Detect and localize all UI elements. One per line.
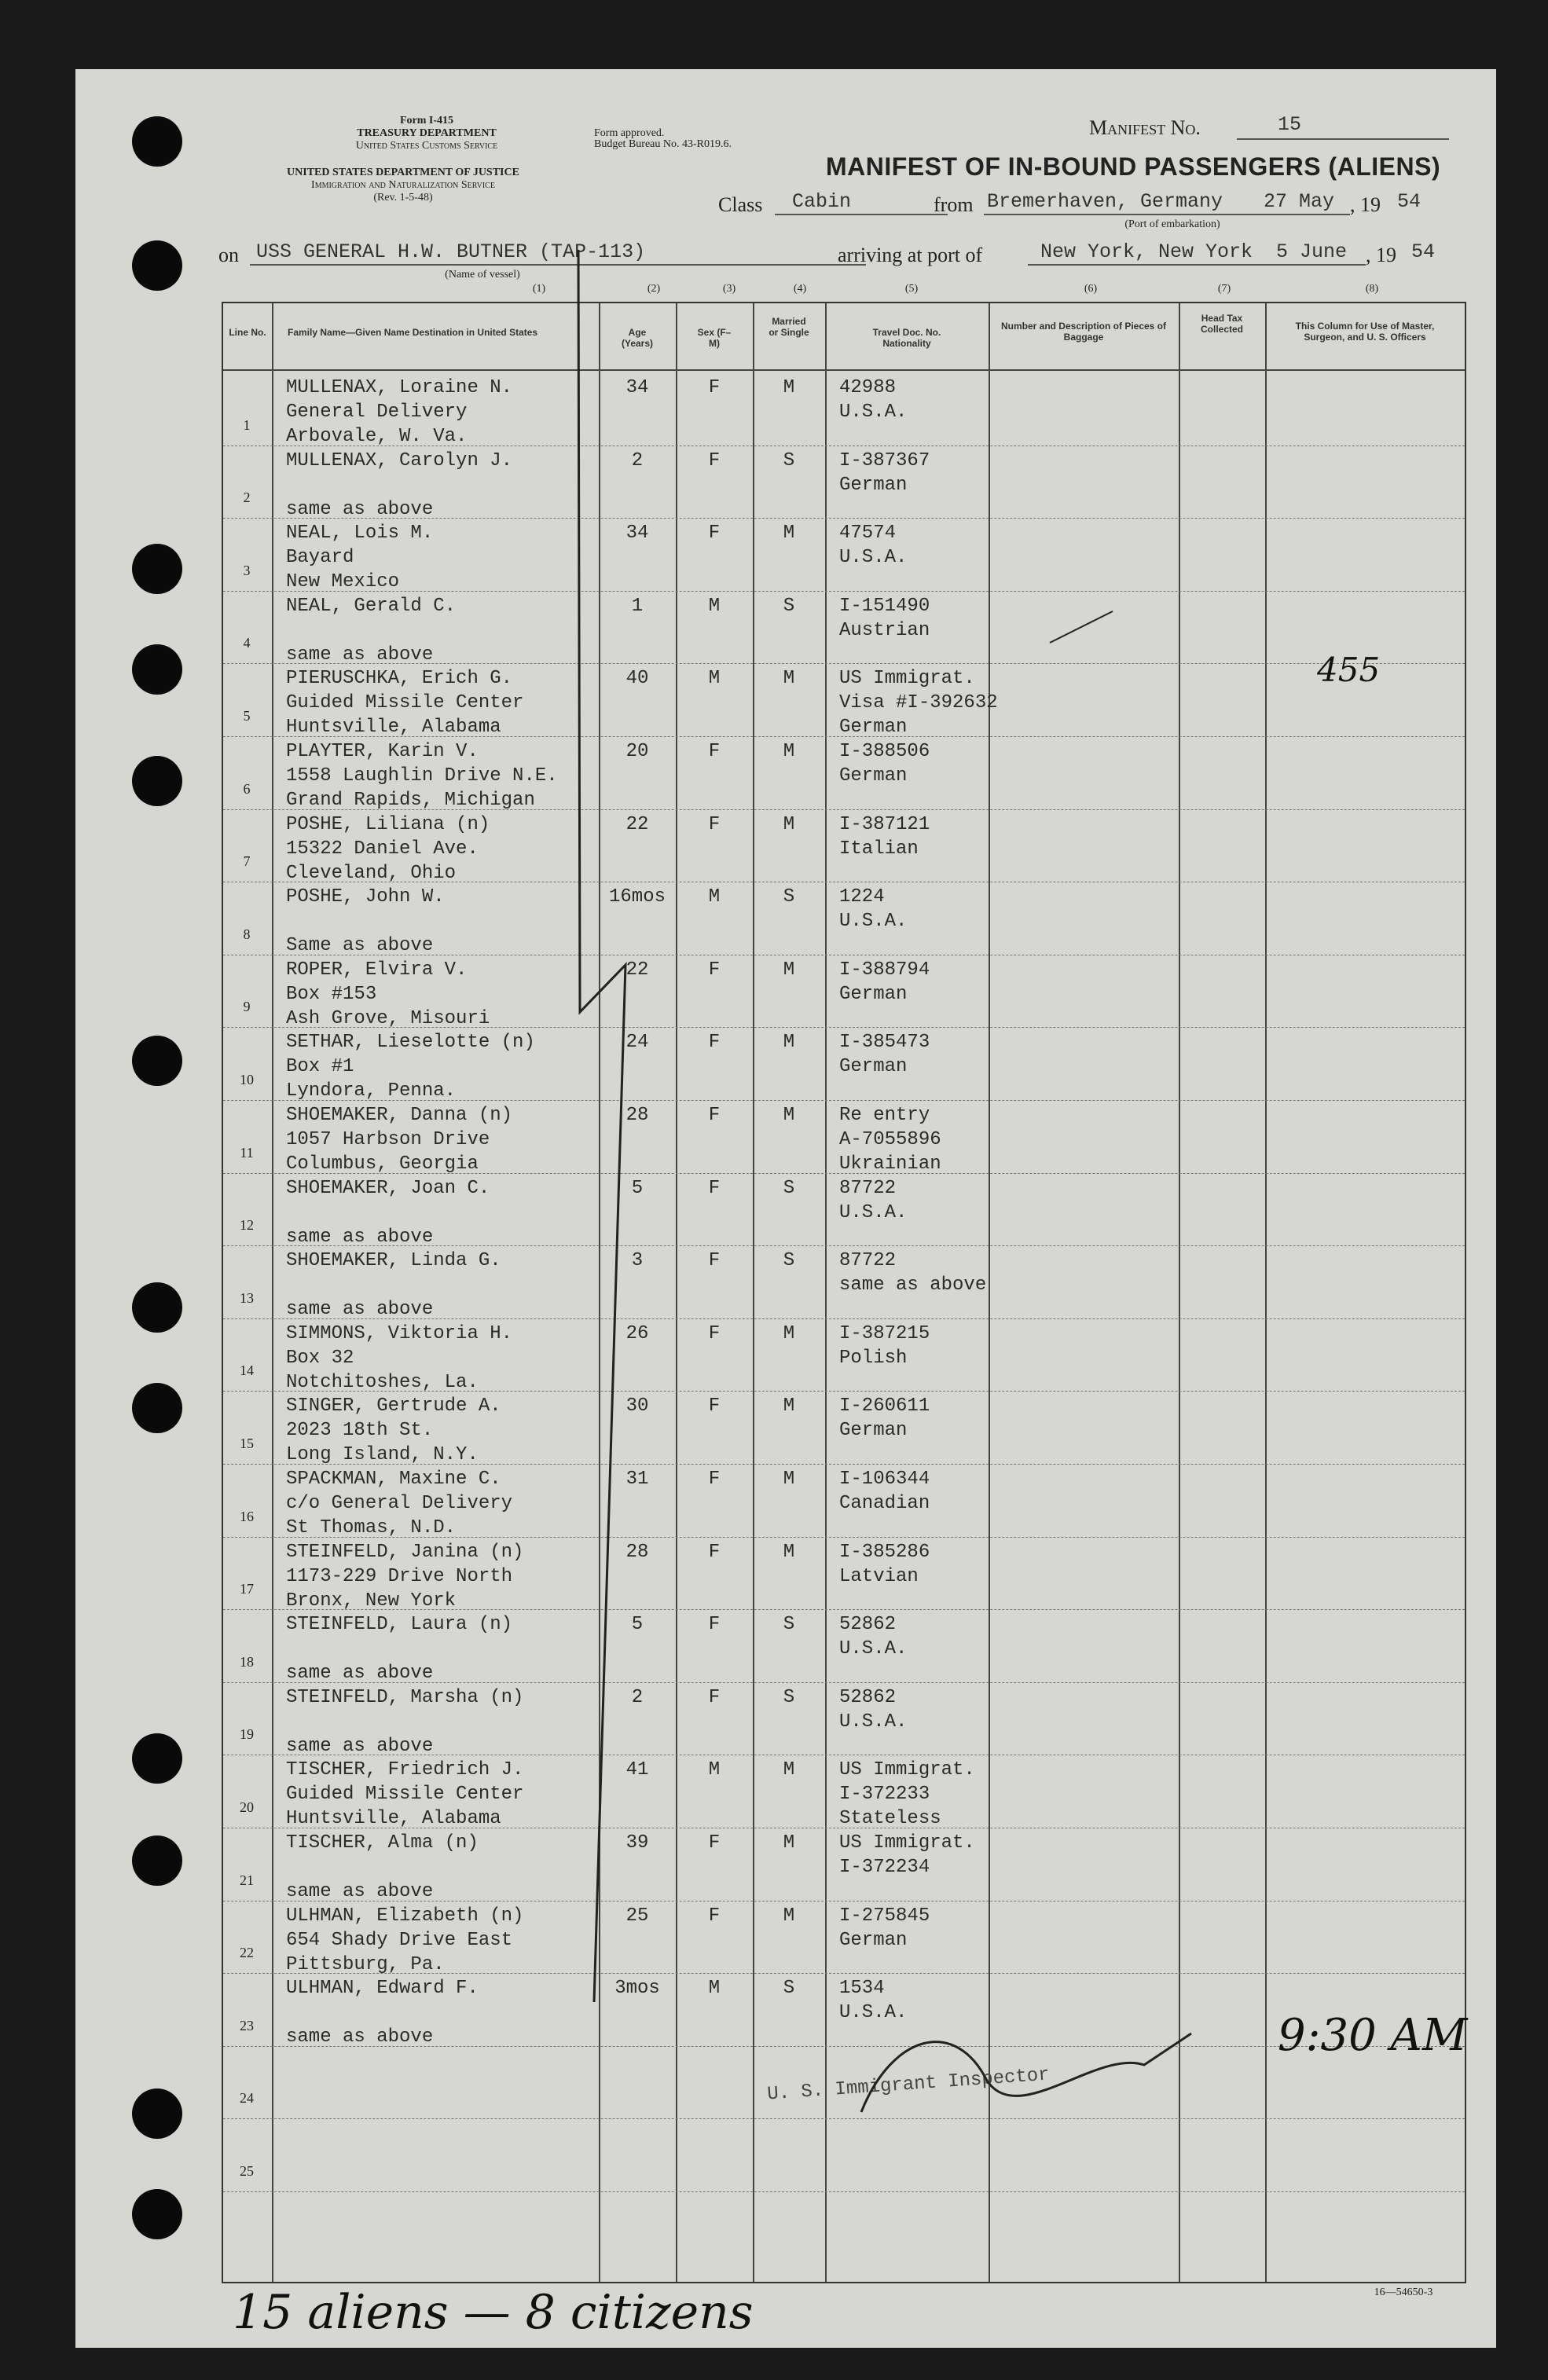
passenger-sex: M: [708, 595, 721, 617]
manifest-page: [75, 69, 1496, 2348]
passenger-age: 30: [625, 1395, 649, 1417]
passenger-doc: 87722 U.S.A.: [839, 1177, 908, 1223]
col-age: Age (Years): [599, 303, 676, 371]
colnum-8: (8): [1365, 283, 1379, 295]
vessel-caption: (Name of vessel): [445, 269, 520, 281]
passenger-age: 20: [625, 741, 649, 762]
passenger-sex: F: [708, 1032, 721, 1054]
inspector-stamp: U. S. Immigrant Inspector: [766, 2064, 1051, 2106]
punch-hole: [132, 1733, 182, 1784]
col-officers: This Column for Use of Master, Surgeon, and U. S. Officers: [1265, 303, 1465, 371]
passenger-marital: M: [783, 668, 795, 690]
passenger-doc: I-388794 German: [839, 959, 930, 1005]
passenger-doc: US Immigrat. Visa #I-392632 German: [839, 668, 998, 739]
passenger-doc: 1534 U.S.A.: [839, 1978, 908, 2024]
passenger-sex: M: [708, 1759, 721, 1781]
punch-hole: [132, 644, 182, 695]
revision: (Rev. 1-5-48): [373, 192, 433, 204]
passenger-marital: S: [783, 595, 795, 617]
passenger-marital: S: [783, 1250, 795, 1272]
punch-hole: [132, 544, 182, 594]
passenger-age: 5: [631, 1614, 644, 1636]
passenger-marital: M: [783, 741, 795, 762]
passenger-age: 3: [631, 1250, 644, 1272]
passenger-name: SETHAR, Lieselotte (n) Box #1 Lyndora, Penna.: [286, 1032, 535, 1102]
passenger-name: STEINFELD, Marsha (n) same as above: [286, 1686, 524, 1757]
passenger-sex: F: [708, 1905, 721, 1927]
passenger-marital: M: [783, 813, 795, 835]
passenger-doc: 1224 U.S.A.: [839, 886, 908, 933]
passenger-age: 1: [631, 595, 644, 617]
passenger-name: SHOEMAKER, Joan C. same as above: [286, 1177, 490, 1248]
passenger-doc: I-388506 German: [839, 741, 930, 787]
col-sex: Sex (F–M): [676, 303, 753, 371]
line-number: 16: [240, 1508, 254, 1524]
passenger-marital: M: [783, 1759, 795, 1781]
passenger-age: 16mos: [608, 886, 666, 908]
passenger-age: 39: [625, 1832, 649, 1854]
arrival-year: 54: [1411, 240, 1436, 263]
port-embarkation: Bremerhaven, Germany: [987, 190, 1223, 213]
line-number: 24: [240, 2090, 254, 2107]
arrival-port: New York, New York: [1040, 240, 1253, 263]
passenger-doc: US Immigrat. I-372233 Stateless: [839, 1759, 975, 1830]
passenger-age: 41: [625, 1759, 649, 1781]
col-line-no: Line No.: [223, 303, 272, 371]
customs-service: United States Customs Service: [355, 140, 498, 152]
line-number: 12: [240, 1217, 254, 1234]
passenger-sex: M: [708, 668, 721, 690]
manifest-title: MANIFEST OF IN-BOUND PASSENGERS (ALIENS): [826, 152, 1441, 181]
class-label: Class: [718, 193, 763, 216]
passenger-doc: US Immigrat. I-372234: [839, 1832, 975, 1878]
punch-hole: [132, 2088, 182, 2139]
line-number: 4: [243, 635, 251, 651]
passenger-marital: S: [783, 1978, 795, 2000]
line-number: 20: [240, 1799, 254, 1815]
passenger-name: PIERUSCHKA, Erich G. Guided Missile Center Huntsville, Alabama: [286, 668, 524, 739]
passenger-age: 2: [631, 1686, 644, 1708]
class-value: Cabin: [792, 190, 852, 213]
passenger-doc: I-385473 German: [839, 1032, 930, 1078]
passenger-doc: 52862 U.S.A.: [839, 1686, 908, 1733]
line-number: 22: [240, 1945, 254, 1961]
passenger-name: STEINFELD, Janina (n) 1173-229 Drive North Bronx, New York: [286, 1541, 524, 1612]
passenger-age: 31: [625, 1469, 649, 1490]
from-label: from: [934, 193, 974, 216]
line-number: 21: [240, 1872, 254, 1888]
passenger-name: ROPER, Elvira V. Box #153 Ash Grove, Misouri: [286, 959, 490, 1029]
passenger-sex: F: [708, 1322, 721, 1344]
passenger-name: MULLENAX, Carolyn J. same as above: [286, 449, 513, 520]
passenger-marital: S: [783, 1614, 795, 1636]
line-number: 15: [240, 1436, 254, 1451]
colnum-5: (5): [904, 283, 919, 295]
passenger-name: NEAL, Gerald C. same as above: [286, 595, 457, 666]
form-approved: Form approved.: [594, 127, 665, 139]
port-embark-caption: (Port of embarkation): [1124, 218, 1220, 230]
passenger-marital: M: [783, 1541, 795, 1563]
passenger-age: 2: [631, 449, 644, 471]
passenger-age: 34: [625, 523, 649, 545]
passenger-marital: M: [783, 1832, 795, 1854]
passenger-sex: F: [708, 523, 721, 545]
passenger-name: SHOEMAKER, Linda G. same as above: [286, 1250, 501, 1321]
passenger-marital: M: [783, 959, 795, 981]
passenger-sex: F: [708, 449, 721, 471]
passenger-sex: F: [708, 1469, 721, 1490]
col-travel-doc: Travel Doc. No. Nationality: [825, 303, 989, 371]
line-number: 13: [240, 1289, 254, 1306]
line-number: 10: [240, 1072, 254, 1087]
passenger-doc: 52862 U.S.A.: [839, 1614, 908, 1660]
passenger-name: PLAYTER, Karin V. 1558 Laughlin Drive N.E. Grand Rapids, Michigan: [286, 741, 558, 811]
passenger-sex: F: [708, 959, 721, 981]
colnum-6: (6): [1084, 283, 1098, 295]
colnum-3: (3): [722, 283, 736, 295]
passenger-name: SIMMONS, Viktoria H. Box 32 Notchitoshes, La.: [286, 1322, 513, 1393]
passenger-sex: F: [708, 1177, 721, 1199]
ins-service: Immigration and Naturalization Service: [311, 179, 495, 191]
passenger-marital: M: [783, 1032, 795, 1054]
passenger-marital: M: [783, 377, 795, 398]
passenger-marital: M: [783, 1105, 795, 1126]
line-number: 19: [240, 1726, 254, 1743]
passenger-name: POSHE, Liliana (n) 15322 Daniel Ave. Cleveland, Ohio: [286, 813, 490, 884]
passenger-sex: F: [708, 813, 721, 835]
punch-hole: [132, 240, 182, 291]
line-number: 14: [240, 1362, 254, 1379]
line-number: 23: [240, 2017, 254, 2033]
punch-hole: [132, 2189, 182, 2239]
passenger-sex: M: [708, 1978, 721, 2000]
punch-hole: [132, 1383, 182, 1433]
passenger-name: TISCHER, Alma (n) same as above: [286, 1832, 479, 1902]
passenger-doc: 87722 same as above: [839, 1250, 987, 1296]
passenger-doc: I-387121 Italian: [839, 813, 930, 860]
passenger-marital: M: [783, 1322, 795, 1344]
passenger-marital: M: [783, 1905, 795, 1927]
col-baggage: Number and Description of Pieces of Baggage: [989, 303, 1179, 371]
embark-date: 27 May: [1264, 190, 1335, 213]
punch-hole: [132, 116, 182, 167]
passenger-sex: F: [708, 1686, 721, 1708]
passenger-doc: Re entry A-7055896 Ukrainian: [839, 1105, 941, 1175]
passenger-marital: S: [783, 886, 795, 908]
passenger-sex: F: [708, 1395, 721, 1417]
time-note: 9:30 AM: [1278, 2010, 1468, 2061]
passenger-age: 3mos: [614, 1978, 660, 2000]
col-head-tax: Head Tax Collected: [1179, 303, 1265, 371]
punch-hole: [132, 1835, 182, 1886]
passenger-doc: 42988 U.S.A.: [839, 377, 908, 423]
passenger-sex: F: [708, 377, 721, 398]
line-number: 9: [243, 999, 251, 1015]
passenger-sex: F: [708, 1541, 721, 1563]
punch-hole: [132, 756, 182, 806]
line-number: 25: [240, 2163, 254, 2179]
passenger-doc: I-387367 German: [839, 449, 930, 496]
colnum-4: (4): [793, 283, 807, 295]
line-number: 18: [240, 1653, 254, 1670]
treasury-dept: TREASURY DEPARTMENT: [357, 127, 497, 139]
colnum-7: (7): [1217, 283, 1231, 295]
line-number: 1: [243, 416, 251, 433]
passenger-age: 26: [625, 1322, 649, 1344]
passenger-name: SINGER, Gertrude A. 2023 18th St. Long Island, N.Y.: [286, 1395, 501, 1466]
arriving-label: arriving at port of: [838, 244, 983, 266]
passenger-name: POSHE, John W. Same as above: [286, 886, 445, 957]
punch-hole: [132, 1282, 182, 1333]
arrival-year-prefix: , 19: [1366, 244, 1396, 266]
line-number: 3: [243, 562, 251, 578]
passenger-name: NEAL, Lois M. Bayard New Mexico: [286, 523, 434, 593]
on-label: on: [218, 244, 239, 266]
passenger-age: 40: [625, 668, 649, 690]
justice-dept: UNITED STATES DEPARTMENT OF JUSTICE: [287, 167, 519, 178]
officer-note: 455: [1317, 651, 1381, 689]
passenger-name: SHOEMAKER, Danna (n) 1057 Harbson Drive Columbus, Georgia: [286, 1105, 513, 1175]
passenger-age: 25: [625, 1905, 649, 1927]
passenger-marital: M: [783, 1395, 795, 1417]
passenger-name: MULLENAX, Loraine N. General Delivery Arbovale, W. Va.: [286, 377, 513, 447]
passenger-doc: 47574 U.S.A.: [839, 523, 908, 569]
passenger-sex: F: [708, 741, 721, 762]
passenger-sex: F: [708, 1832, 721, 1854]
colnum-2: (2): [647, 283, 661, 295]
punch-hole: [132, 1036, 182, 1086]
vessel-name: USS GENERAL H.W. BUTNER (TAP-113): [256, 240, 646, 263]
line-number: 2: [243, 490, 251, 506]
passenger-name: ULHMAN, Edward F. same as above: [286, 1978, 479, 2048]
manifest-number: 15: [1278, 113, 1302, 136]
passenger-sex: F: [708, 1614, 721, 1636]
line-number: 7: [243, 853, 251, 870]
passenger-doc: I-106344 Canadian: [839, 1469, 930, 1514]
line-number: 5: [243, 708, 251, 724]
passenger-doc: I-151490 Austrian: [839, 595, 930, 641]
passenger-doc: I-275845 German: [839, 1905, 930, 1951]
embark-year: 54: [1397, 190, 1421, 213]
form-code: 16—54650-3: [1374, 2286, 1433, 2298]
passenger-age: 34: [625, 377, 649, 398]
line-number: 17: [240, 1581, 254, 1597]
col-name: Family Name—Given Name Destination in United States: [272, 303, 599, 371]
form-number: Form I-415: [399, 115, 454, 127]
passenger-name: STEINFELD, Laura (n) same as above: [286, 1614, 513, 1685]
passenger-marital: S: [783, 449, 795, 471]
passenger-marital: M: [783, 523, 795, 545]
budget-bureau: Budget Bureau No. 43-R019.6.: [594, 138, 732, 150]
line-number: 11: [240, 1144, 254, 1161]
passenger-age: 22: [625, 959, 649, 981]
handwritten-marks: [75, 69, 1496, 2348]
passenger-name: ULHMAN, Elizabeth (n) 654 Shady Drive East Pittsburg, Pa.: [286, 1905, 524, 1975]
passenger-age: 24: [625, 1032, 649, 1054]
colnum-1: (1): [532, 283, 546, 295]
passenger-doc: I-385286 Latvian: [839, 1541, 930, 1587]
passenger-age: 22: [625, 813, 649, 835]
passenger-age: 28: [625, 1541, 649, 1563]
arrival-date: 5 June: [1276, 240, 1348, 263]
passenger-age: 5: [631, 1177, 644, 1199]
passenger-doc: I-260611 German: [839, 1395, 930, 1442]
embark-year-prefix: , 19: [1350, 193, 1381, 216]
passenger-marital: S: [783, 1686, 795, 1708]
passenger-sex: M: [708, 886, 721, 908]
line-number: 8: [243, 926, 251, 942]
passenger-sex: F: [708, 1105, 721, 1126]
passenger-marital: S: [783, 1177, 795, 1199]
passenger-name: TISCHER, Friedrich J. Guided Missile Center Huntsville, Alabama: [286, 1759, 524, 1830]
col-married: Married or Single: [753, 303, 825, 371]
passenger-name: SPACKMAN, Maxine C. c/o General Delivery St Thomas, N.D.: [286, 1469, 513, 1538]
passenger-doc: I-387215 Polish: [839, 1322, 930, 1369]
passenger-marital: M: [783, 1469, 795, 1490]
passenger-age: 28: [625, 1105, 649, 1126]
passenger-sex: F: [708, 1250, 721, 1272]
bottom-note: 15 aliens — 8 citizens: [233, 2285, 754, 2340]
line-number: 6: [243, 780, 251, 797]
manifest-label: Manifest No.: [1089, 116, 1201, 139]
